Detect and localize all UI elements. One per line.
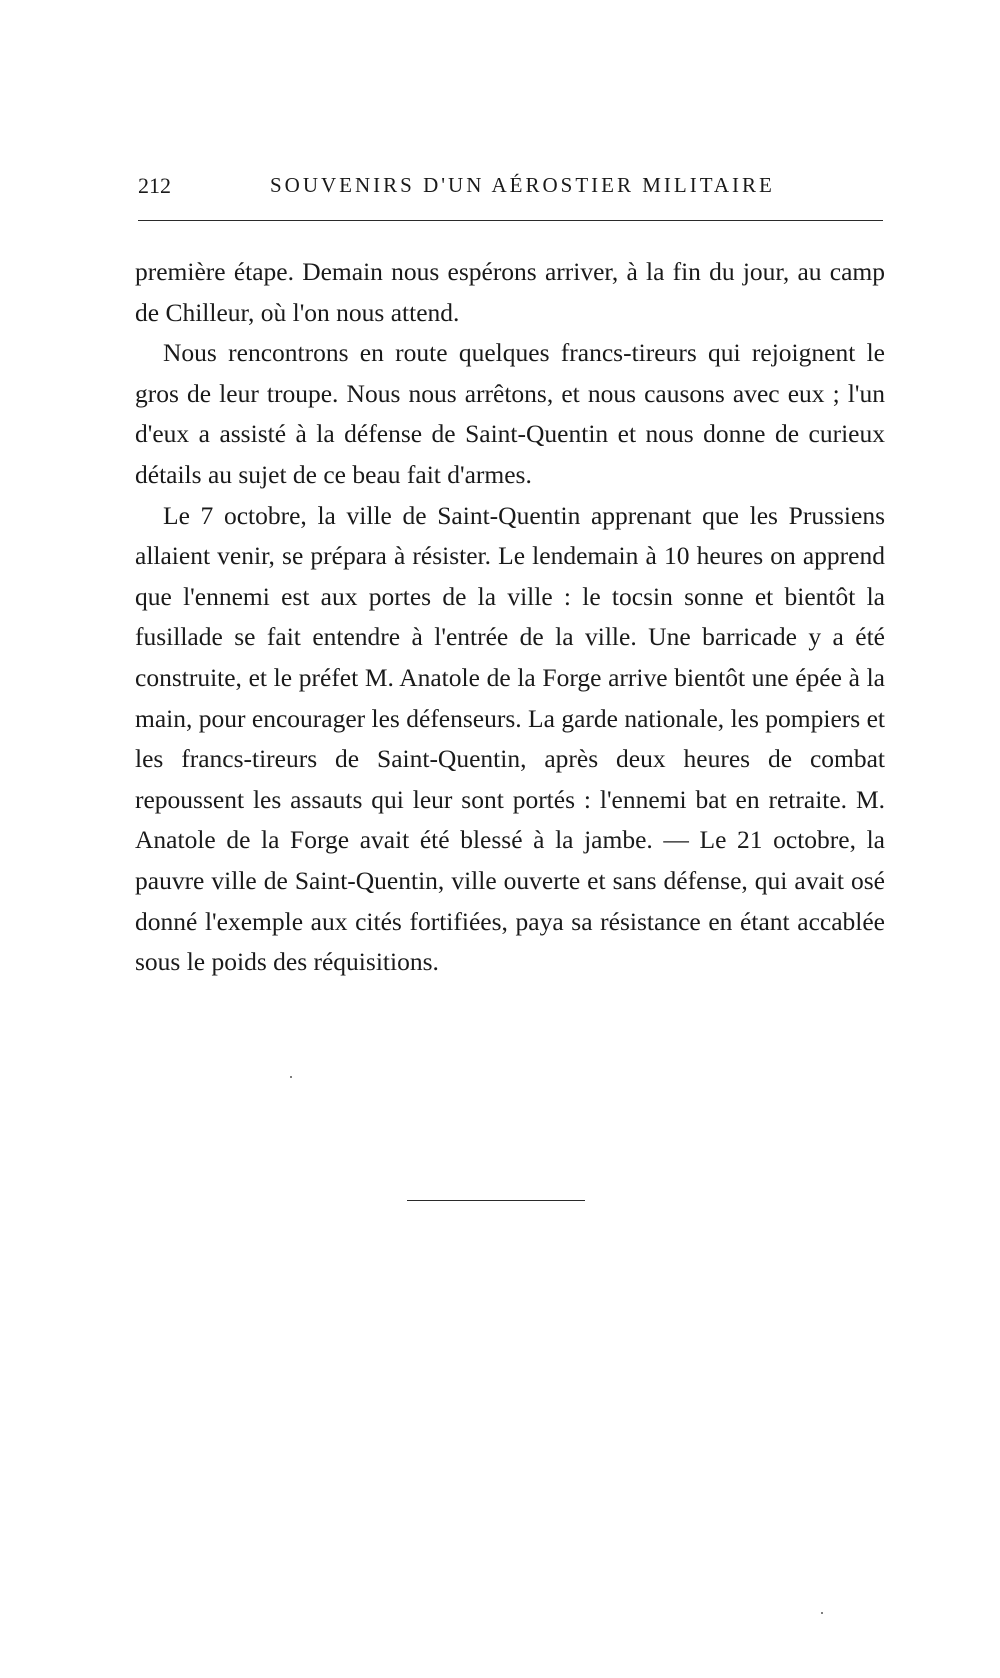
paper-speck: [290, 1076, 292, 1078]
page-number: 212: [138, 173, 171, 198]
chapter-end-rule: [407, 1200, 585, 1201]
running-head: [138, 173, 883, 207]
paragraph-3: Le 7 octobre, la ville de Saint-Quentin apprenant que les Prussiens allaient venir, se prépara à résister. Le lendemain à 10 heures on apprend que l'ennemi est aux portes de la ville : le tocsin sonne et bientôt la fusillade se fait entendre à l'entrée de la ville. Une barricade y a été construite, et le préfet M. Anatole de la Forge arrive bientôt une épée à la main, pour encourager les défenseurs. La garde nationale, les pompiers et les francs-tireurs de Saint-Quentin, après deux heures de combat repoussent les assauts qui leur sont portés : l'ennemi bat en retraite. M. Anatole de la Forge avait été blessé à la jambe. — Le 21 octobre, la pauvre ville de Saint-Quentin, ville ouverte et sans défense, qui avait osé donné l'exemple aux cités fortifiées, paya sa résistance en étant accablée sous le poids des réquisitions.: [135, 500, 885, 977]
paragraph-1: première étape. Demain nous espérons arriver, à la fin du jour, au camp de Chilleur, où l'on nous attend.: [135, 257, 885, 327]
paragraph-2: Nous rencontrons en route quelques francs-tireurs qui rejoignent le gros de leur troupe. Nous nous arrêtons, et nous causons avec eux ; l'un d'eux a assisté à la défense de Saint-Quentin et nous donne de curieux détails au sujet de ce beau fait d'armes.: [135, 338, 885, 489]
body-text: [135, 252, 885, 983]
header-rule: [138, 220, 883, 221]
paper-speck: [821, 1612, 823, 1614]
running-title: SOUVENIRS D'UN AÉROSTIER MILITAIRE: [270, 173, 775, 197]
